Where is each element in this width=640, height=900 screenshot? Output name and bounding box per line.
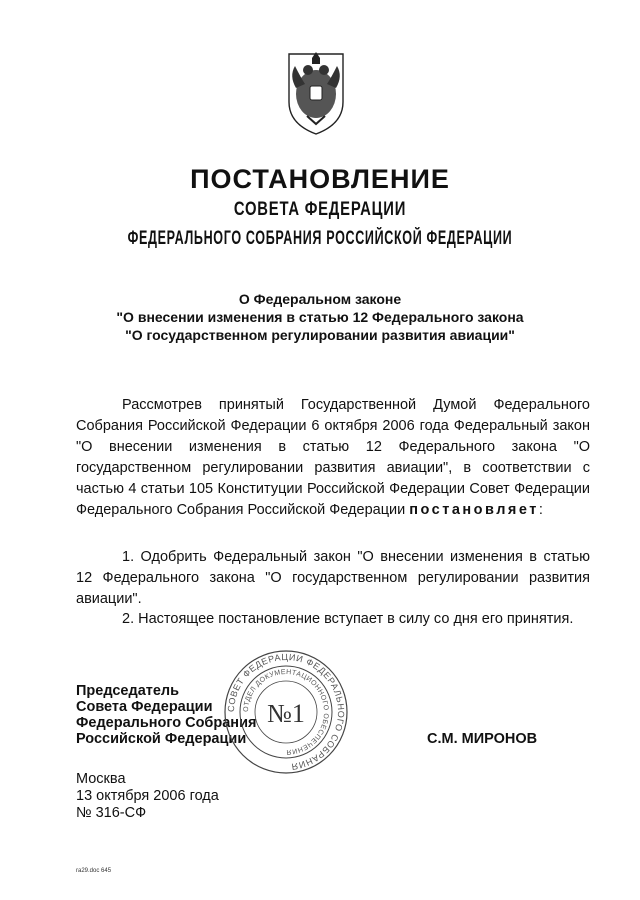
point-1-text: 1. Одобрить Федеральный закон "О внесении изменения в статью 12 Федерального закона "О государственном регулировании развития авиации". <box>76 549 590 607</box>
point-2-text: 2. Настоящее постановление вступает в силу со дня его принятия. <box>122 611 574 627</box>
signatory-name: С.М. МИРОНОВ <box>427 731 538 747</box>
resolution-number: № 316-СФ <box>76 805 147 821</box>
russian-coat-of-arms-icon <box>285 48 347 136</box>
preamble-paragraph <box>76 395 590 521</box>
resolves-word: постановляет <box>409 502 539 518</box>
preamble-text: Рассмотрев принятый Государственной Думой Федерального Собрания Российской Федерации 6 октября 2006 года Федеральный закон "О внесении изменения в статью 12 Федерального закона "О государственном регулировании развития авиации", в соответствии с частью 4 статьи 105 Конституции Российской Федерации Совет Федерации Федерального Собрания Российской Федерации <box>76 397 590 518</box>
position-line-1: Председатель <box>76 683 180 699</box>
stamp-number: №1 <box>267 699 305 728</box>
subject-line-2: "О внесении изменения в статью 12 Федерального закона <box>116 309 524 325</box>
stamp-inner-text: ОТДЕЛ ДОКУМЕНТАЦИОННОГО ОБЕСПЕЧЕНИЯ <box>242 668 330 756</box>
document-title: ПОСТАНОВЛЕНИЕ <box>190 164 450 194</box>
subject-line-1: О Федеральном законе <box>238 291 402 307</box>
point-1 <box>76 547 590 610</box>
resolves-colon: : <box>538 502 543 518</box>
issue-date: 13 октября 2006 года <box>76 788 219 804</box>
place-date-number <box>76 771 219 822</box>
city: Москва <box>76 771 126 787</box>
point-2 <box>76 609 590 630</box>
issuer-line-1: СОВЕТА ФЕДЕРАЦИИ <box>233 199 407 220</box>
position-line-4: Российской Федерации <box>76 731 247 747</box>
official-stamp <box>222 648 350 776</box>
stamp-outer-text: СОВЕТ ФЕДЕРАЦИИ ФЕДЕРАЛЬНОГО СОБРАНИЯ <box>225 651 347 772</box>
position-line-3: Федерального Собрания <box>76 715 257 731</box>
position-line-2: Совета Федерации <box>76 699 213 715</box>
issuer-line-2: ФЕДЕРАЛЬНОГО СОБРАНИЯ РОССИЙСКОЙ ФЕДЕРАЦИИ <box>127 228 513 249</box>
subject-line-3: "О государственном регулировании развития авиации" <box>125 327 515 343</box>
document-id: ra29.doc 645 <box>76 868 112 874</box>
